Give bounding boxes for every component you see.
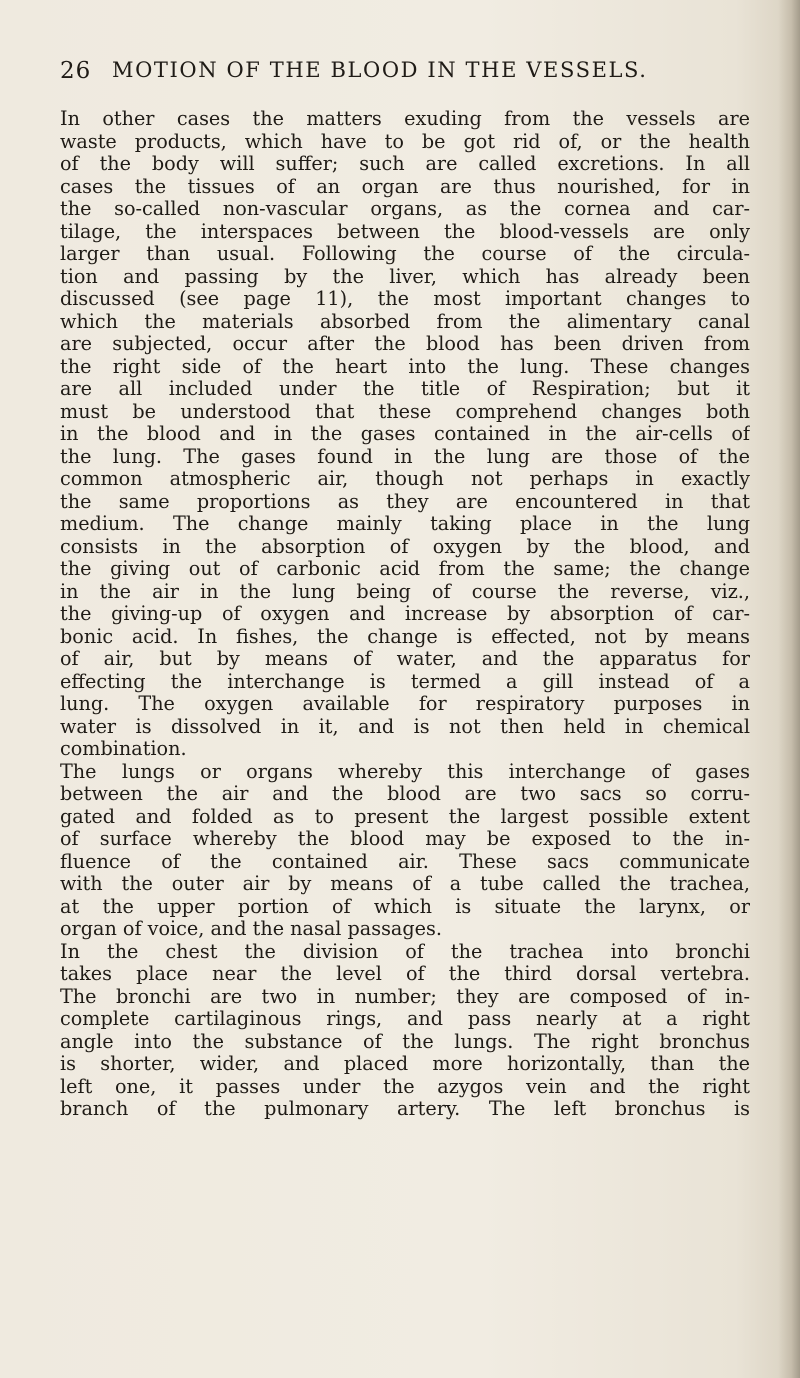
text-line: common atmospheric air, though not perhaps in exactly [60, 468, 750, 490]
text-line: waste products, which have to be got rid of, or the health [60, 130, 750, 153]
text-line: lung. The oxygen available for respiratory purposes in [60, 693, 750, 715]
text-line: effecting the interchange is termed a gill instead of a [60, 670, 750, 693]
text-line: angle into the substance of the lungs. The right bronchus [60, 1030, 750, 1053]
text-line: the right side of the heart into the lung. These changes [60, 355, 750, 378]
text-line: In other cases the matters exuding from the vessels are [60, 108, 750, 130]
text-line: The bronchi are two in number; they are composed of in- [60, 985, 750, 1008]
page-number: 26 [60, 58, 92, 84]
text-line: of surface whereby the blood may be exposed to the in- [60, 828, 750, 850]
text-line: the same proportions as they are encountered in that [60, 490, 750, 513]
text-line: bonic acid. In fishes, the change is effected, not by means [60, 625, 750, 648]
text-line: is shorter, wider, and placed more horizontally, than the [60, 1053, 750, 1075]
text-line: at the upper portion of which is situate the larynx, or [60, 895, 750, 918]
text-line: which the materials absorbed from the alimentary canal [60, 310, 750, 333]
text-line: in the air in the lung being of course the reverse, viz., [60, 580, 750, 603]
text-line: medium. The change mainly taking place in the lung [60, 513, 750, 535]
text-line: must be understood that these comprehend changes both [60, 400, 750, 423]
text-line: of air, but by means of water, and the apparatus for [60, 648, 750, 670]
text-line: of the body will suffer; such are called excretions. In all [60, 153, 750, 175]
text-line: the lung. The gases found in the lung are those of the [60, 445, 750, 468]
text-line: In the chest the division of the trachea into bronchi [60, 940, 750, 963]
text-line: complete cartilaginous rings, and pass nearly at a right [60, 1008, 750, 1030]
text-line: gated and folded as to present the largest possible extent [60, 805, 750, 828]
text-line: are all included under the title of Respiration; but it [60, 378, 750, 400]
text-line: the giving out of carbonic acid from the same; the change [60, 558, 750, 580]
text-line: discussed (see page 11), the most important changes to [60, 288, 750, 310]
body-text [60, 108, 750, 1121]
text-line: the so-called non-vascular organs, as the cornea and car- [60, 198, 750, 220]
text-line: takes place near the level of the third dorsal vertebra. [60, 963, 750, 985]
text-line: are subjected, occur after the blood has been driven from [60, 333, 750, 355]
page-header [60, 58, 750, 92]
text-line: larger than usual. Following the course of the circula- [60, 243, 750, 265]
text-line: fluence of the contained air. These sacs communicate [60, 850, 750, 873]
text-line: tion and passing by the liver, which has already been [60, 265, 750, 288]
text-line: branch of the pulmonary artery. The left bronchus is [60, 1098, 750, 1120]
text-line: with the outer air by means of a tube called the trachea, [60, 873, 750, 895]
text-line: the giving-up of oxygen and increase by absorption of car- [60, 603, 750, 625]
text-line: consists in the absorption of oxygen by the blood, and [60, 535, 750, 558]
page-edge-shadow [778, 0, 800, 1378]
text-line: tilage, the interspaces between the blood-vessels are only [60, 220, 750, 243]
text-line: left one, it passes under the azygos vein and the right [60, 1075, 750, 1098]
text-line: in the blood and in the gases contained in the air-cells of [60, 423, 750, 445]
text-line: water is dissolved in it, and is not then held in chemical [60, 715, 750, 738]
running-title: MOTION OF THE BLOOD IN THE VESSELS. [112, 58, 648, 82]
text-line: The lungs or organs whereby this interchange of gases [60, 760, 750, 783]
text-line: cases the tissues of an organ are thus nourished, for in [60, 175, 750, 198]
text-line: organ of voice, and the nasal passages. [60, 918, 442, 940]
text-line: combination. [60, 738, 187, 760]
text-line: between the air and the blood are two sacs so corru- [60, 783, 750, 805]
